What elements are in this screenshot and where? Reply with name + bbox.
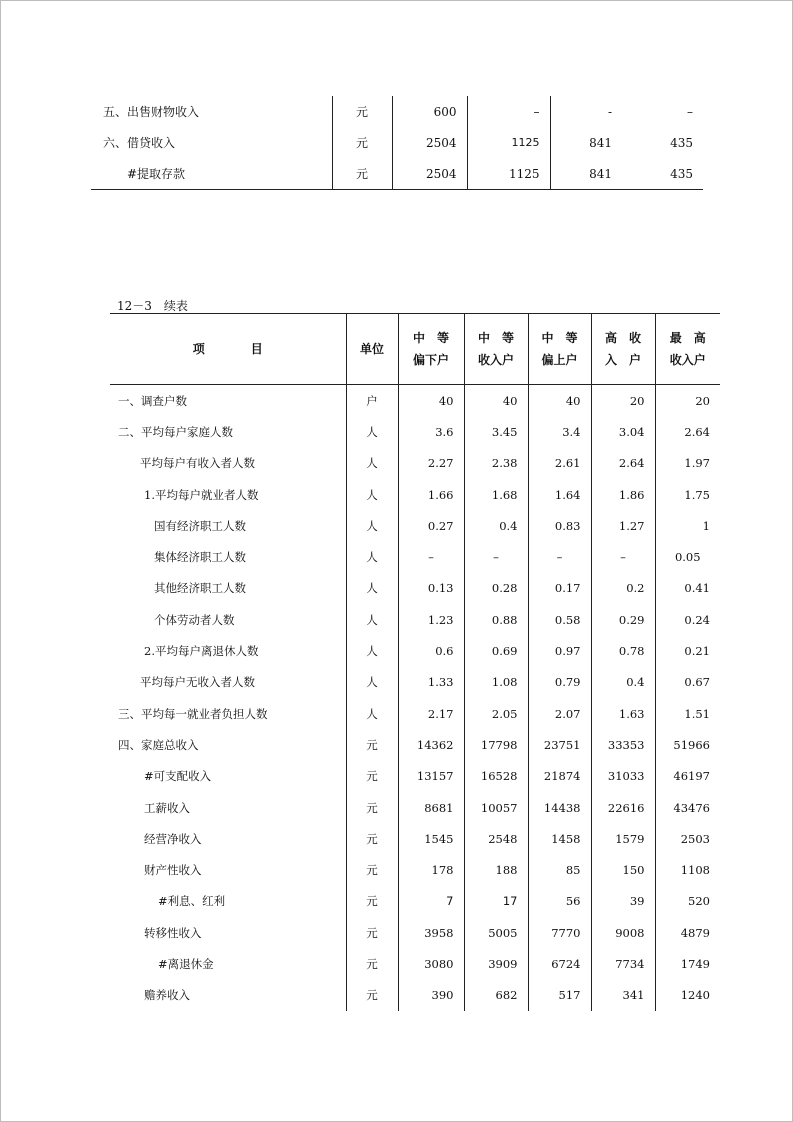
cell: 17798	[464, 729, 528, 760]
row-unit: 人	[346, 416, 398, 447]
cell: 6724	[528, 948, 591, 979]
cell: 46197	[655, 761, 720, 792]
cell: 33353	[591, 729, 655, 760]
table-row	[110, 729, 720, 760]
cell: 520	[655, 886, 720, 917]
row-label: 国有经济职工人数	[154, 518, 246, 533]
cell: 0.6	[398, 635, 464, 666]
header-col-4	[591, 314, 655, 385]
cell: 0.79	[528, 667, 591, 698]
table-caption: 12－3 续表	[117, 299, 188, 313]
cell: 5005	[464, 917, 528, 948]
row-unit: 人	[346, 667, 398, 698]
cell: 1.27	[591, 510, 655, 541]
cell: 39	[591, 886, 655, 917]
row-unit: 元	[332, 127, 392, 158]
header-item-b: 目	[250, 342, 263, 356]
row-unit: 元	[346, 854, 398, 885]
cell: 4879	[655, 917, 720, 948]
cell: 3.4	[528, 416, 591, 447]
top-table	[91, 96, 703, 190]
row-label: #可支配收入	[144, 769, 212, 784]
row-unit: 元	[346, 886, 398, 917]
table-row	[110, 792, 720, 823]
row-unit: 元	[346, 823, 398, 854]
row-label: 二、平均每户家庭人数	[118, 424, 233, 439]
cell: 1.51	[655, 698, 720, 729]
cell: 517	[528, 980, 591, 1011]
table-row	[110, 510, 720, 541]
cell: 150	[591, 854, 655, 885]
header-unit: 单位	[346, 314, 398, 385]
row-label: 平均每户无收入者人数	[140, 675, 255, 690]
cell: 0.67	[655, 667, 720, 698]
row-label: 其他经济职工人数	[154, 581, 246, 596]
cell: 40	[528, 385, 591, 417]
row-unit: 人	[346, 604, 398, 635]
header-col-1-line1: 中 等	[412, 331, 449, 345]
cell: 17	[464, 886, 528, 917]
cell: 1240	[655, 980, 720, 1011]
main-table	[110, 313, 720, 1011]
row-unit: 人	[346, 635, 398, 666]
cell: 2503	[655, 823, 720, 854]
row-label: 集体经济职工人数	[154, 550, 246, 565]
cell: 23751	[528, 729, 591, 760]
cell: 341	[591, 980, 655, 1011]
row-unit: 元	[346, 761, 398, 792]
table-row	[110, 573, 720, 604]
row-label: #离退休金	[158, 956, 214, 971]
row-unit: 元	[332, 96, 392, 127]
cell: 2.38	[464, 448, 528, 479]
header-col-5-line2: 收入户	[669, 353, 706, 367]
table-row	[110, 823, 720, 854]
cell: 51966	[655, 729, 720, 760]
row-label: #利息、红利	[158, 894, 226, 909]
cell: 1.08	[464, 667, 528, 698]
cell: 1579	[591, 823, 655, 854]
table-row	[110, 917, 720, 948]
header-col-1-line2: 偏下户	[412, 353, 449, 367]
header-col-3	[528, 314, 591, 385]
table-row	[110, 416, 720, 447]
cell: 1	[655, 510, 720, 541]
row-unit: 元	[346, 917, 398, 948]
row-label: 赡养收入	[144, 988, 190, 1003]
cell: 21874	[528, 761, 591, 792]
cell: 1.33	[398, 667, 464, 698]
row-label: 三、平均每一就业者负担人数	[118, 706, 268, 721]
cell: 1.66	[398, 479, 464, 510]
table-row	[110, 886, 720, 917]
cell: 3958	[398, 917, 464, 948]
table-row	[91, 127, 703, 158]
table-row	[110, 448, 720, 479]
cell: 40	[398, 385, 464, 417]
cell: 1.68	[464, 479, 528, 510]
cell: 3.04	[591, 416, 655, 447]
main-table-body	[110, 385, 720, 1011]
cell: 1125	[467, 158, 550, 190]
cell: 3909	[464, 948, 528, 979]
cell: 1.23	[398, 604, 464, 635]
cell: 3.6	[398, 416, 464, 447]
cell: 0.97	[528, 635, 591, 666]
cell: 1.97	[655, 448, 720, 479]
cell: 390	[398, 980, 464, 1011]
header-item	[110, 314, 346, 385]
row-unit: 元	[346, 948, 398, 979]
cell: –	[398, 541, 464, 572]
row-unit: 元	[346, 980, 398, 1011]
cell: 1458	[528, 823, 591, 854]
cell: 0.29	[591, 604, 655, 635]
row-unit: 人	[346, 448, 398, 479]
cell: 1125	[467, 127, 550, 158]
cell: 0.05	[655, 541, 720, 572]
cell: 1.64	[528, 479, 591, 510]
header-col-4-line2: 入 户	[604, 353, 641, 367]
cell: 0.58	[528, 604, 591, 635]
row-unit: 元	[346, 792, 398, 823]
table-row	[110, 667, 720, 698]
row-label: 一、调查户数	[118, 393, 187, 408]
cell: 0.78	[591, 635, 655, 666]
cell: -	[550, 96, 622, 127]
table-row	[110, 541, 720, 572]
row-label: 四、家庭总收入	[118, 737, 199, 752]
cell: 2.17	[398, 698, 464, 729]
header-item-a: 项	[192, 342, 205, 356]
cell: 1749	[655, 948, 720, 979]
header-col-5-line1: 最 高	[669, 331, 706, 345]
cell: 0.69	[464, 635, 528, 666]
row-label: 六、借贷收入	[103, 136, 176, 150]
row-unit: 人	[346, 479, 398, 510]
cell: 841	[550, 127, 622, 158]
row-unit: 元	[346, 729, 398, 760]
header-col-2	[464, 314, 528, 385]
cell: 7	[398, 886, 464, 917]
table-row	[110, 761, 720, 792]
row-label: 经营净收入	[144, 831, 202, 846]
cell: 435	[670, 135, 693, 150]
cell: 1108	[655, 854, 720, 885]
header-row	[110, 314, 720, 385]
cell: 43476	[655, 792, 720, 823]
cell: 20	[591, 385, 655, 417]
table-row	[110, 479, 720, 510]
row-label: 五、出售财物收入	[103, 105, 200, 119]
table-row	[110, 604, 720, 635]
row-unit: 户	[346, 385, 398, 417]
row-label: 财产性收入	[144, 863, 202, 878]
cell: 85	[528, 854, 591, 885]
row-label: 工薪收入	[144, 800, 190, 815]
row-unit: 人	[346, 510, 398, 541]
table-row	[91, 158, 703, 190]
row-label: 平均每户有收入者人数	[140, 456, 255, 471]
cell: 841	[550, 158, 622, 190]
cell: 2.64	[655, 416, 720, 447]
cell: 0.13	[398, 573, 464, 604]
row-label: 1.平均每户就业者人数	[144, 487, 259, 502]
cell: 2.61	[528, 448, 591, 479]
cell: 7770	[528, 917, 591, 948]
table-row	[110, 698, 720, 729]
cell: 435	[670, 166, 693, 181]
cell: 0.24	[655, 604, 720, 635]
header-col-5	[655, 314, 720, 385]
cell: 13157	[398, 761, 464, 792]
row-unit: 人	[346, 541, 398, 572]
cell: 56	[528, 886, 591, 917]
cell: 0.41	[655, 573, 720, 604]
header-col-3-line1: 中 等	[541, 331, 578, 345]
cell: 1.63	[591, 698, 655, 729]
cell: 0.88	[464, 604, 528, 635]
row-label: #提取存款	[127, 167, 186, 181]
table-row	[110, 948, 720, 979]
cell: 1.75	[655, 479, 720, 510]
table-row	[110, 635, 720, 666]
cell: 2.05	[464, 698, 528, 729]
cell: 0.27	[398, 510, 464, 541]
table-row	[91, 96, 703, 127]
cell: 20	[655, 385, 720, 417]
row-unit: 元	[332, 158, 392, 190]
cell: 0.4	[464, 510, 528, 541]
row-unit: 人	[346, 573, 398, 604]
header-col-1	[398, 314, 464, 385]
cell: 178	[398, 854, 464, 885]
cell: –	[591, 541, 655, 572]
cell: 3080	[398, 948, 464, 979]
cell: 0.2	[591, 573, 655, 604]
header-col-4-line1: 高 收	[604, 331, 641, 345]
table-row	[110, 385, 720, 417]
cell: 188	[464, 854, 528, 885]
cell: 0.17	[528, 573, 591, 604]
cell: 31033	[591, 761, 655, 792]
cell: 2504	[392, 158, 467, 190]
cell: 10057	[464, 792, 528, 823]
cell: –	[528, 541, 591, 572]
header-col-2-line1: 中 等	[477, 331, 514, 345]
cell: 8681	[398, 792, 464, 823]
cell: 2.27	[398, 448, 464, 479]
row-label: 2.平均每户离退休人数	[144, 644, 259, 659]
cell: 7734	[591, 948, 655, 979]
row-label: 转移性收入	[144, 925, 202, 940]
cell: 2548	[464, 823, 528, 854]
cell: 14438	[528, 792, 591, 823]
cell: 0.21	[655, 635, 720, 666]
header-col-2-line2: 收入户	[477, 353, 514, 367]
cell: 16528	[464, 761, 528, 792]
cell: 22616	[591, 792, 655, 823]
cell: 40	[464, 385, 528, 417]
row-label: 个体劳动者人数	[154, 612, 235, 627]
header-col-3-line2: 偏上户	[541, 353, 578, 367]
cell: –	[687, 104, 693, 119]
cell: 2.07	[528, 698, 591, 729]
cell: 14362	[398, 729, 464, 760]
cell: 0.4	[591, 667, 655, 698]
table-row	[110, 854, 720, 885]
cell: 1545	[398, 823, 464, 854]
cell: 0.83	[528, 510, 591, 541]
table-row	[110, 980, 720, 1011]
cell: 1.86	[591, 479, 655, 510]
cell: 9008	[591, 917, 655, 948]
cell: –	[467, 96, 550, 127]
cell: 600	[392, 96, 467, 127]
cell: 682	[464, 980, 528, 1011]
cell: 0.28	[464, 573, 528, 604]
cell: 2.64	[591, 448, 655, 479]
cell: –	[464, 541, 528, 572]
cell: 2504	[392, 127, 467, 158]
cell: 3.45	[464, 416, 528, 447]
row-unit: 人	[346, 698, 398, 729]
